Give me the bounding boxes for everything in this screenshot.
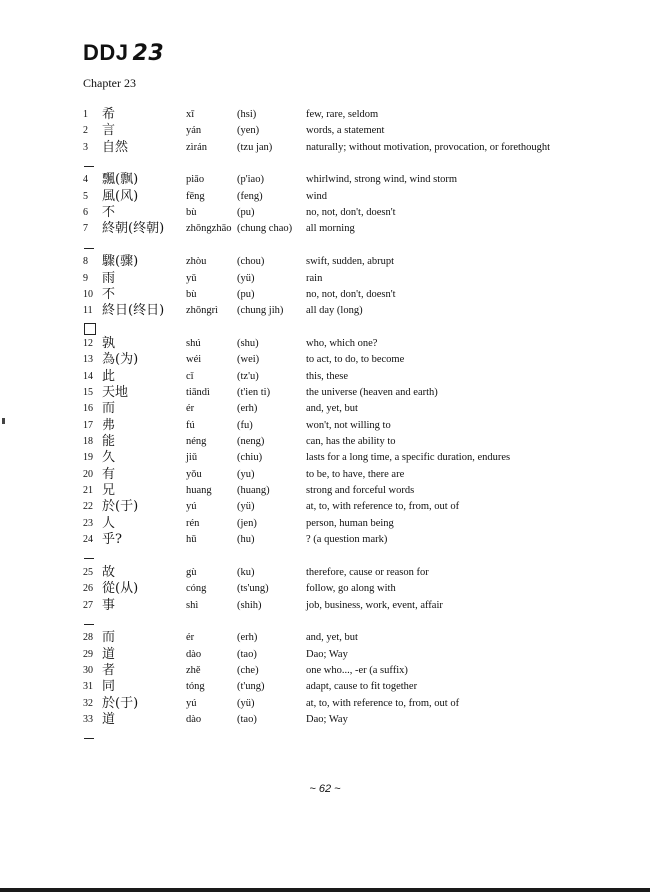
vocab-row (0, 189, 650, 205)
hanzi: 從(从) (102, 581, 139, 597)
entry-number: 16 (83, 403, 93, 415)
vocab-row (0, 450, 650, 466)
vocab-row (0, 221, 650, 237)
wade-giles: (chung chao) (237, 223, 293, 235)
vocab-row (0, 418, 650, 434)
vocab-row (0, 679, 650, 695)
pinyin: gù (186, 566, 197, 578)
vocab-row (0, 205, 650, 221)
pinyin: shì (186, 599, 199, 611)
meaning: no, not, don't, doesn't (306, 207, 396, 219)
scan-edge-mark (2, 418, 5, 424)
wade-giles: (ku) (237, 566, 255, 578)
entry-number: 7 (83, 223, 88, 235)
entry-number: 9 (83, 272, 88, 284)
hanzi: 終朝(终朝) (102, 221, 165, 237)
vocab-row (0, 369, 650, 385)
vocab-row (0, 712, 650, 728)
wade-giles: (jen) (237, 517, 257, 529)
meaning: adapt, cause to fit together (306, 681, 418, 693)
meaning: who, which one? (306, 337, 378, 349)
hanzi: 孰 (102, 335, 116, 351)
hanzi: 者 (102, 662, 116, 678)
pinyin: dào (186, 713, 202, 725)
pinyin: yú (186, 501, 197, 513)
wade-giles: (hu) (237, 534, 255, 546)
meaning: Dao; Way (306, 648, 348, 660)
meaning: can, has the ability to (306, 436, 396, 447)
vocab-row (0, 696, 650, 712)
meaning: lasts for a long time, a specific duration, endures (306, 452, 511, 464)
pinyin: fú (186, 419, 195, 431)
hanzi: 久 (102, 450, 116, 466)
entry-number: 27 (83, 599, 93, 611)
entry-number: 15 (83, 386, 93, 398)
entry-number: 14 (83, 370, 93, 382)
entry-number: 1 (83, 109, 88, 120)
hanzi: 此 (102, 368, 116, 384)
pinyin: bù (186, 207, 197, 219)
pinyin: tiāndì (186, 386, 210, 398)
meaning: person, human being (306, 517, 394, 529)
wade-giles: (pu) (237, 288, 255, 300)
meaning: at, to, with reference to, from, out of (306, 697, 460, 709)
pinyin: cóng (186, 583, 207, 595)
pinyin: yǒu (186, 468, 202, 480)
wade-giles: (feng) (237, 190, 263, 202)
vocab-row (0, 287, 650, 303)
wade-giles: (tao) (237, 713, 257, 725)
pinyin: huang (186, 485, 212, 497)
entry-number: 13 (83, 354, 93, 366)
entry-number: 33 (83, 713, 93, 725)
vocab-row (0, 663, 650, 679)
vocab-row (0, 581, 650, 597)
vocab-row (0, 483, 650, 499)
hanzi: 不 (102, 205, 116, 221)
wade-giles: (yü) (237, 697, 255, 709)
pinyin: dào (186, 648, 202, 660)
entry-number: 30 (83, 664, 93, 676)
vocab-row (0, 532, 650, 548)
hanzi: 自然 (102, 139, 129, 155)
section-box-marker (84, 323, 96, 335)
hanzi: 雨 (102, 270, 116, 286)
section-separator (84, 738, 94, 739)
page-number: ~ 62 ~ (309, 783, 341, 795)
section-separator (84, 248, 94, 249)
pinyin: piāo (186, 174, 205, 186)
vocab-row (0, 434, 650, 450)
hanzi: 事 (102, 597, 116, 613)
wade-giles: (yü) (237, 272, 255, 284)
wade-giles: (shih) (237, 599, 262, 611)
chapter-label: Chapter 23 (83, 76, 136, 90)
meaning: ? (a question mark) (306, 534, 388, 546)
entry-number: 24 (83, 534, 93, 546)
meaning: job, business, work, event, affair (306, 599, 443, 611)
meaning: the universe (heaven and earth) (306, 386, 438, 398)
pinyin: zhě (186, 664, 201, 676)
vocab-row (0, 352, 650, 368)
wade-giles: (wei) (237, 354, 260, 366)
pinyin: tóng (186, 681, 205, 693)
pinyin: zìrán (186, 141, 207, 153)
hanzi: 於(于) (102, 499, 139, 515)
meaning: swift, sudden, abrupt (306, 256, 395, 268)
entry-number: 5 (83, 190, 88, 202)
entry-number: 18 (83, 436, 93, 447)
entry-number: 19 (83, 452, 93, 464)
vocab-row (0, 499, 650, 515)
entry-number: 6 (83, 207, 88, 219)
hanzi: 乎? (102, 532, 122, 548)
pinyin: fēng (186, 190, 205, 202)
hanzi: 故 (102, 564, 116, 580)
meaning: won't, not willing to (306, 419, 391, 431)
meaning: all morning (306, 223, 355, 235)
pinyin: hū (186, 534, 197, 546)
section-separator (84, 166, 94, 167)
meaning: follow, go along with (306, 583, 396, 595)
entry-number: 10 (83, 288, 93, 300)
entry-number: 11 (83, 305, 93, 317)
pinyin: jiǔ (186, 452, 198, 464)
pinyin: shú (186, 337, 201, 349)
entry-number: 23 (83, 517, 93, 529)
header-chapter-number: 23 (132, 41, 165, 66)
vocab-row (0, 140, 650, 156)
scan-bottom-edge (0, 888, 650, 892)
entry-number: 17 (83, 419, 93, 431)
wade-giles: (tao) (237, 648, 257, 660)
pinyin: ér (186, 403, 195, 415)
hanzi: 不 (102, 286, 116, 302)
pinyin: rén (186, 517, 200, 529)
meaning: no, not, don't, doesn't (306, 288, 396, 300)
wade-giles: (pu) (237, 207, 255, 219)
hanzi: 天地 (102, 384, 129, 400)
vocab-row (0, 172, 650, 188)
meaning: whirlwind, strong wind, wind storm (306, 174, 458, 186)
hanzi: 驟(骤) (102, 254, 139, 270)
hanzi: 而 (102, 401, 116, 417)
pinyin: yǔ (186, 272, 197, 284)
wade-giles: (chung jih) (237, 305, 284, 317)
entry-number: 2 (83, 125, 88, 137)
wade-giles: (yen) (237, 125, 260, 137)
meaning: strong and forceful words (306, 485, 415, 497)
hanzi: 人 (102, 515, 116, 531)
entry-number: 4 (83, 174, 88, 186)
meaning: Dao; Way (306, 713, 348, 725)
wade-giles: (chiu) (237, 452, 263, 464)
entry-number: 12 (83, 337, 93, 349)
meaning: wind (306, 190, 327, 202)
meaning: all day (long) (306, 305, 363, 317)
pinyin: zhòu (186, 256, 207, 268)
header-prefix: DDJ (83, 40, 129, 65)
hanzi: 終日(终日) (102, 303, 165, 319)
entry-number: 31 (83, 681, 93, 693)
hanzi: 而 (102, 630, 116, 646)
hanzi: 於(于) (102, 695, 139, 711)
wade-giles: (erh) (237, 403, 258, 415)
pinyin: yú (186, 697, 197, 709)
wade-giles: (yü) (237, 501, 255, 513)
entry-number: 29 (83, 648, 93, 660)
wade-giles: (tz'u) (237, 370, 259, 382)
vocab-row (0, 565, 650, 581)
meaning: therefore, cause or reason for (306, 566, 429, 578)
vocab-row (0, 385, 650, 401)
meaning: rain (306, 272, 323, 284)
pinyin: xī (186, 109, 195, 120)
hanzi: 有 (102, 466, 116, 482)
hanzi: 飄(飘) (102, 172, 139, 188)
wade-giles: (t'ien ti) (237, 386, 271, 398)
wade-giles: (fu) (237, 419, 253, 431)
hanzi: 道 (102, 646, 116, 662)
entry-number: 20 (83, 468, 93, 480)
meaning: words, a statement (306, 125, 385, 137)
meaning: one who..., -er (a suffix) (306, 664, 408, 676)
vocab-row (0, 401, 650, 417)
entry-number: 22 (83, 501, 93, 513)
wade-giles: (t'ung) (237, 681, 265, 693)
wade-giles: (p'iao) (237, 174, 264, 186)
meaning: naturally; without motivation, provocation, or forethought (306, 141, 551, 153)
entry-number: 3 (83, 141, 88, 153)
pinyin: néng (186, 436, 207, 447)
vocab-row (0, 598, 650, 614)
wade-giles: (ts'ung) (237, 583, 269, 595)
wade-giles: (erh) (237, 632, 258, 644)
meaning: and, yet, but (306, 403, 358, 415)
wade-giles: (huang) (237, 485, 270, 497)
wade-giles: (che) (237, 664, 259, 676)
entry-number: 28 (83, 632, 93, 644)
hanzi: 能 (102, 434, 116, 449)
vocab-row (0, 647, 650, 663)
section-separator (84, 558, 94, 559)
pinyin: yán (186, 125, 202, 137)
wade-giles: (yu) (237, 468, 255, 480)
hanzi: 風(风) (102, 188, 139, 204)
vocab-row (0, 467, 650, 483)
wade-giles: (neng) (237, 436, 265, 447)
pinyin: bù (186, 288, 197, 300)
hanzi: 為(为) (102, 352, 139, 368)
meaning: this, these (306, 370, 348, 382)
meaning: and, yet, but (306, 632, 358, 644)
hanzi: 希 (102, 107, 116, 122)
wade-giles: (chou) (237, 256, 265, 268)
vocab-row (0, 271, 650, 287)
meaning: to be, to have, there are (306, 468, 405, 480)
meaning: few, rare, seldom (306, 109, 379, 120)
entry-number: 8 (83, 256, 88, 268)
vocab-row (0, 630, 650, 646)
wade-giles: (tzu jan) (237, 141, 273, 153)
hanzi: 弗 (102, 417, 116, 433)
vocab-row (0, 254, 650, 270)
meaning: to act, to do, to become (306, 354, 405, 366)
entry-number: 25 (83, 566, 93, 578)
hanzi: 言 (102, 123, 116, 139)
pinyin: wéi (186, 354, 202, 366)
vocab-row (0, 107, 650, 123)
pinyin: cǐ (186, 370, 194, 382)
section-separator (84, 624, 94, 625)
hanzi: 兄 (102, 483, 116, 499)
vocab-row (0, 303, 650, 319)
vocab-row (0, 516, 650, 532)
vocab-row (0, 336, 650, 352)
pinyin: zhōngzhāo (186, 223, 232, 235)
entry-number: 32 (83, 697, 93, 709)
wade-giles: (shu) (237, 337, 259, 349)
hanzi: 同 (102, 679, 116, 695)
hanzi: 道 (102, 711, 116, 727)
pinyin: zhōngrì (186, 305, 219, 317)
entry-number: 21 (83, 485, 93, 497)
entry-number: 26 (83, 583, 93, 595)
vocab-row (0, 123, 650, 139)
meaning: at, to, with reference to, from, out of (306, 501, 460, 513)
pinyin: ér (186, 632, 195, 644)
wade-giles: (hsi) (237, 109, 257, 120)
